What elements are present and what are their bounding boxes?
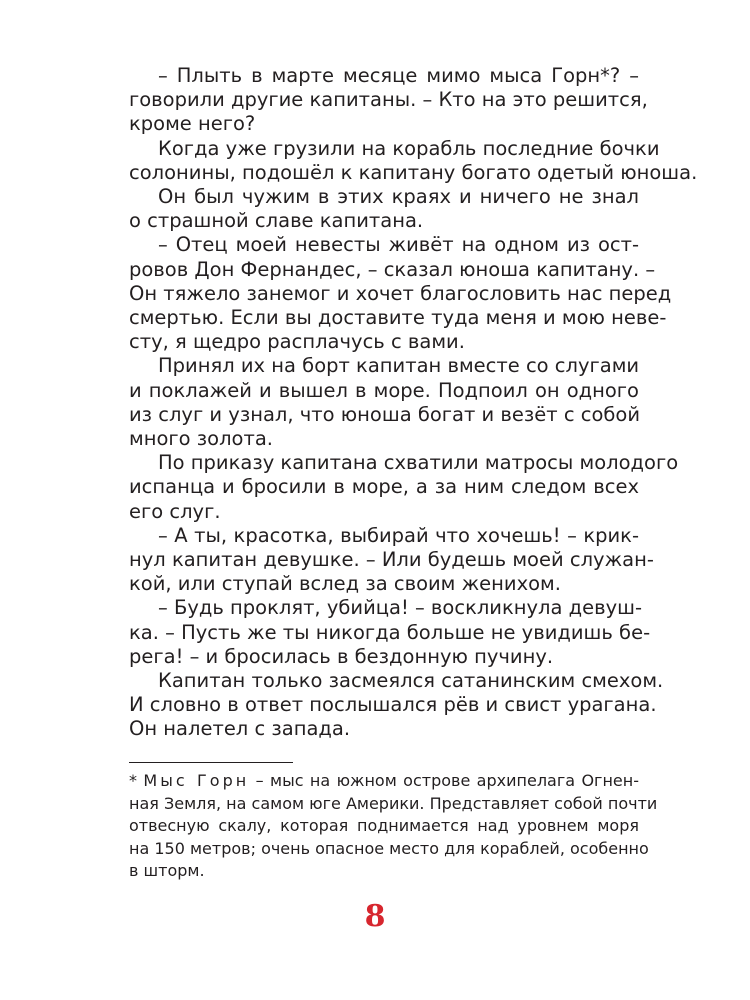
footnote-line: отвесную скалу, которая поднимается над уровнем моря [129,816,639,836]
text-line: – А ты, красотка, выбирай что хочешь! – крик- [158,523,639,547]
text-line: Когда уже грузили на корабль последние бочки [158,136,660,160]
text-line: кой, или ступай вслед за своим женихом. [129,572,561,596]
text-line: испанца и бросили в море, а за ним следом всех [129,475,639,499]
text-line: – Плыть в марте месяце мимо мыса Горн*? – [158,64,639,87]
text-line: его слуг. [129,499,221,523]
text-line: ка. – Пусть же ты никогда больше не увидишь бе- [129,620,651,644]
text-line: По приказу капитана схватили матросы молодого [158,451,679,475]
text-line: солонины, подошёл к капитану богато одетый юноша. [129,160,698,184]
text-line: нул капитан девушке. – Или будешь моей служан- [129,548,654,572]
footnote-marker: * [129,771,137,790]
text-line: – Будь проклят, убийца! – воскликнула девуш- [158,596,643,620]
footnote-first-line [129,770,639,793]
page-number: 8 [364,899,386,934]
text-line: Капитан только засмеялся сатанинским смехом. [158,669,664,693]
text-line: Он тяжело занемог и хочет благословить нас перед [129,281,672,305]
text-line: и поклажей и вышел в море. Подпоил он одного [129,378,639,402]
footnote-first-line-text: – мыс на южном острове архипелага Огнен- [255,771,639,790]
footnote-line: ная Земля, на самом юге Америки. Представляет собой почти [129,793,658,813]
text-line: из слуг и узнал, что юноша богат и везёт с собой [129,402,641,426]
text-line: Он был чужим в этих краях и ничего не знал [158,185,639,209]
text-line: сту, я щедро расплачусь с вами. [129,330,465,354]
footnote-term: Мыс Горн [143,771,250,790]
text-line: И словно в ответ послышался рёв и свист урагана. [129,693,657,717]
text-line: говорили другие капитаны. – Кто на это решится, [129,88,648,112]
body-text [129,64,698,742]
footnote-line: в шторм. [129,861,205,881]
text-line: смертью. Если вы доставите туда меня и мою неве- [129,306,667,330]
text-line: о страшной славе капитана. [129,209,424,233]
footnote [129,770,658,883]
text-line: много золота. [129,427,273,451]
text-line: кроме него? [129,112,256,136]
footnote-line: на 150 метров; очень опасное место для кораблей, особенно [129,838,649,858]
text-line: ровов Дон Фернандес, – сказал юноша капитану. – [129,257,656,281]
text-line: Принял их на борт капитан вместе со слугами [158,354,640,378]
footnote-divider [129,762,293,763]
text-line: рега! – и бросилась в бездонную пучину. [129,644,554,668]
text-line: – Отец моей невесты живёт на одном из ост- [158,233,639,257]
footnote-lines [129,793,658,883]
text-line: Он налетел с запада. [129,717,351,741]
